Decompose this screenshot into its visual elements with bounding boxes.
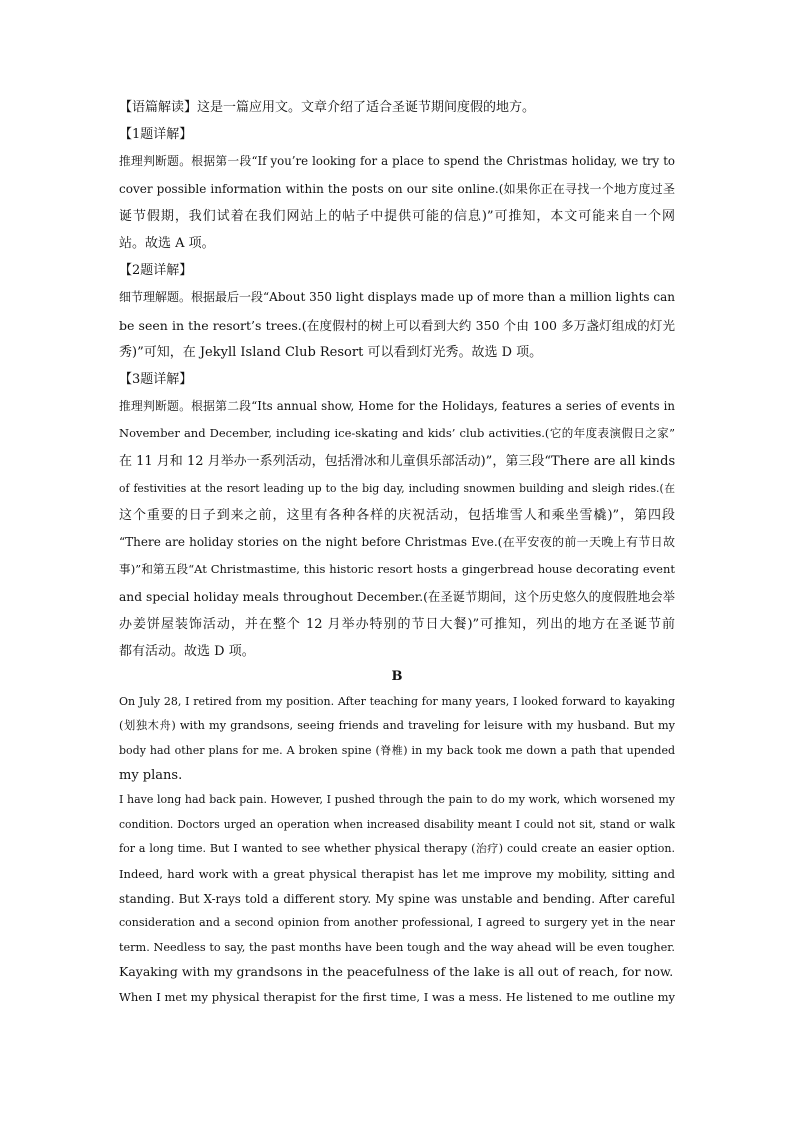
q1-heading: 【1题详解】 bbox=[119, 127, 193, 143]
q3-line: “There are holiday stories on the night before Christmas Eve.(在平安夜的前一天晚上有节日故 bbox=[119, 535, 675, 550]
q2-line: 秀)”可知，在 Jekyll Island Club Resort 可以看到灯光秀。故选 D 项。 bbox=[119, 344, 543, 360]
passage-b-line: Kayaking with my grandsons in the peacefulness of the lake is all out of reach, for now. bbox=[119, 964, 674, 980]
passage-b-line: for a long time. But I wanted to see whether physical therapy (治疗) could create an easier option. bbox=[119, 842, 675, 856]
q2-line: 细节理解题。根据最后一段“About 350 light displays made up of more than a million lights can bbox=[119, 290, 675, 305]
passage-b-line: (划独木舟) with my grandsons, seeing friends and traveling for leisure with my husband. But my bbox=[119, 719, 675, 733]
q3-line: 推理判断题。根据第二段“Its annual show, Home for the Holidays, features a series of events in bbox=[119, 399, 675, 414]
q2-heading: 【2题详解】 bbox=[119, 263, 193, 279]
passage-b-title: B bbox=[391, 669, 403, 685]
q3-line: 事)”和第五段“At Christmastime, this historic resort hosts a gingerbread house decorating event bbox=[119, 562, 675, 577]
q1-line: 站。故选 A 项。 bbox=[119, 236, 215, 252]
passage-b-line: When I met my physical therapist for the first time, I was a mess. He listened to me outline my bbox=[119, 989, 675, 1004]
q3-line: 都有活动。故选 D 项。 bbox=[119, 644, 255, 660]
passage-b-line: term. Needless to say, the past months have been tough and the way ahead will be even tougher. bbox=[119, 940, 675, 954]
passage-b-line: standing. But X-rays told a different story. My spine was unstable and bending. After careful bbox=[119, 891, 675, 906]
q3-line: of festivities at the resort leading up to the big day, including snowmen building and sleigh rides.(在 bbox=[119, 481, 675, 495]
passage-b-line: I have long had back pain. However, I pushed through the pain to do my work, which worsened my bbox=[119, 793, 675, 807]
q3-line: 办姜饼屋装饰活动，并在整个 12 月举办特别的节日大餐)”可推知，列出的地方在圣诞节前 bbox=[119, 616, 675, 632]
passage-b-line: Indeed, hard work with a great physical therapist has let me improve my mobility, sitting and bbox=[119, 867, 675, 882]
passage-b-line: body had other plans for me. A broken spine (脊椎) in my back took me down a path that upended bbox=[119, 744, 675, 758]
passage-b-line: condition. Doctors urged an operation when increased disability meant I could not sit, stand or walk bbox=[119, 817, 675, 831]
passage-b-line: On July 28, I retired from my position. After teaching for many years, I looked forward to kayaking bbox=[119, 694, 675, 708]
q1-line: cover possible information within the posts on our site online.(如果你正在寻找一个地方度过圣 bbox=[119, 181, 675, 196]
q3-line: and special holiday meals throughout December.(在圣诞节期间，这个历史悠久的度假胜地会举 bbox=[119, 589, 675, 604]
document-page bbox=[119, 94, 675, 1010]
q1-line: 推理判断题。根据第一段“If you’re looking for a place to spend the Christmas holiday, we try to bbox=[119, 154, 675, 169]
q3-line: 在 11 月和 12 月举办一系列活动，包括滑冰和儿童俱乐部活动)”，第三段“There are all kinds bbox=[119, 453, 676, 469]
q3-heading: 【3题详解】 bbox=[119, 372, 193, 388]
passage-b-line: my plans. bbox=[119, 767, 183, 783]
q3-line: 这个重要的日子到来之前，这里有各种各样的庆祝活动，包括堆雪人和乘坐雪橇)”，第四段 bbox=[119, 508, 675, 524]
passage-b-line: consideration and a second opinion from another professional, I agreed to surgery yet in the near bbox=[119, 916, 675, 930]
q3-line: November and December, including ice-skating and kids’ club activities.(它的年度表演假日之家” bbox=[119, 426, 675, 441]
q1-line: 诞节假期，我们试着在我们网站上的帖子中提供可能的信息)”可推知，本文可能来自一个网 bbox=[119, 208, 675, 224]
passage-a-intro: 【语篇解读】这是一篇应用文。文章介绍了适合圣诞节期间度假的地方。 bbox=[119, 100, 536, 115]
passage-b bbox=[119, 665, 675, 1009]
q2-line: be seen in the resort’s trees.(在度假村的树上可以看到大约 350 个由 100 多万盏灯组成的灯光 bbox=[119, 317, 675, 333]
